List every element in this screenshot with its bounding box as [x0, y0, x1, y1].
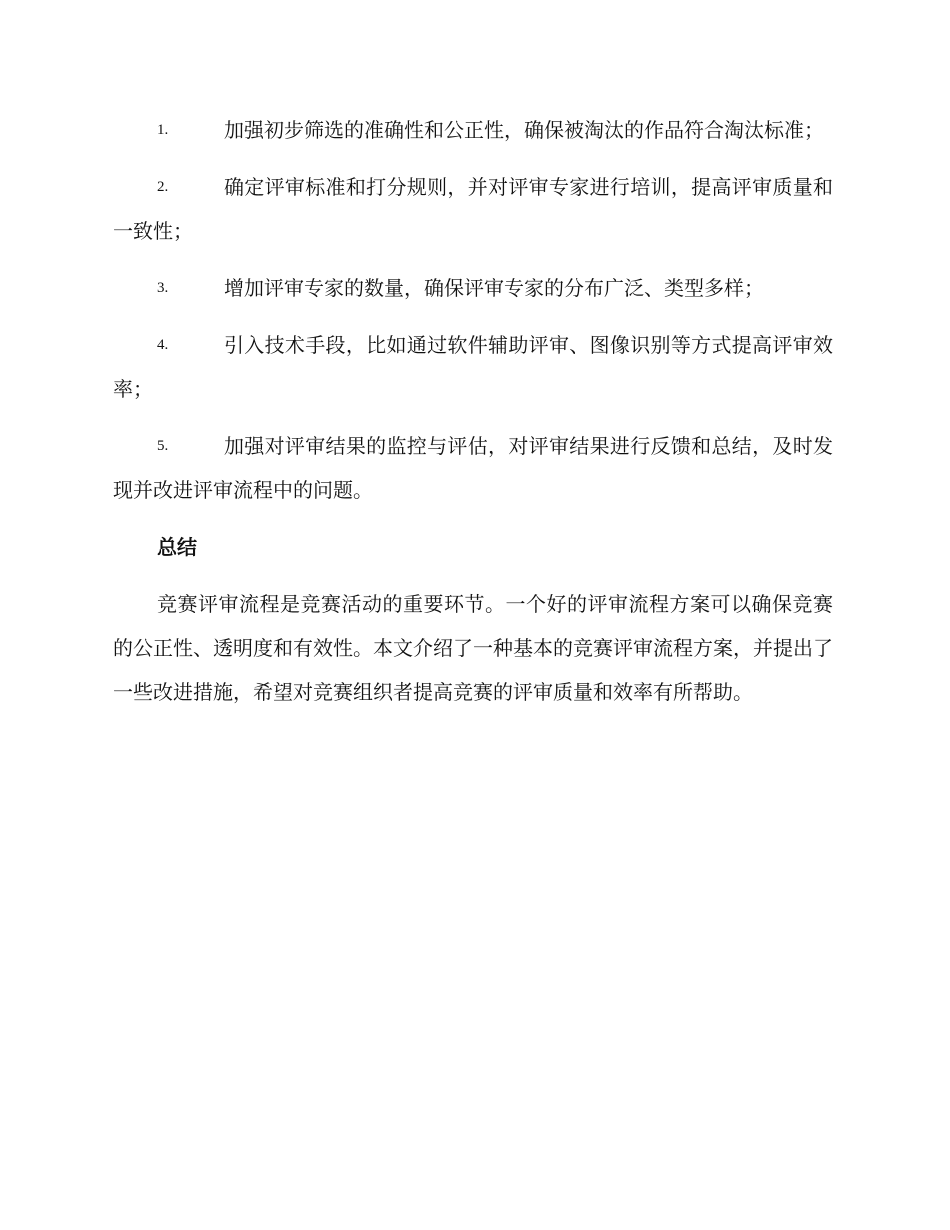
list-item [113, 424, 833, 512]
list-item [113, 108, 833, 152]
improvement-list [113, 108, 833, 512]
list-item-number: 1. [157, 122, 169, 138]
list-item-text: 引入技术手段，比如通过软件辅助评审、图像识别等方式提高评审效率； [113, 333, 833, 401]
list-item-text: 加强对评审结果的监控与评估，对评审结果进行反馈和总结，及时发现并改进评审流程中的问题。 [113, 434, 833, 502]
list-item-number: 2. [157, 179, 169, 195]
list-item-number: 4. [157, 337, 169, 353]
summary-paragraph: 竞赛评审流程是竞赛活动的重要环节。一个好的评审流程方案可以确保竞赛的公正性、透明度和有效性。本文介绍了一种基本的竞赛评审流程方案，并提出了一些改进措施，希望对竞赛组织者提高竞赛的评审质量和效率有所帮助。 [113, 592, 833, 704]
list-item [113, 266, 833, 310]
list-item-text: 确定评审标准和打分规则，并对评审专家进行培训，提高评审质量和一致性； [113, 175, 833, 243]
list-item-number: 5. [157, 438, 169, 454]
document-content [113, 108, 833, 714]
list-item-text: 增加评审专家的数量，确保评审专家的分布广泛、类型多样； [224, 276, 764, 300]
list-item-number: 3. [157, 280, 169, 296]
summary-heading: 总结 [157, 535, 197, 559]
list-item [113, 323, 833, 411]
list-item [113, 165, 833, 253]
list-item-text: 加强初步筛选的准确性和公正性，确保被淘汰的作品符合淘汰标准； [224, 118, 824, 142]
